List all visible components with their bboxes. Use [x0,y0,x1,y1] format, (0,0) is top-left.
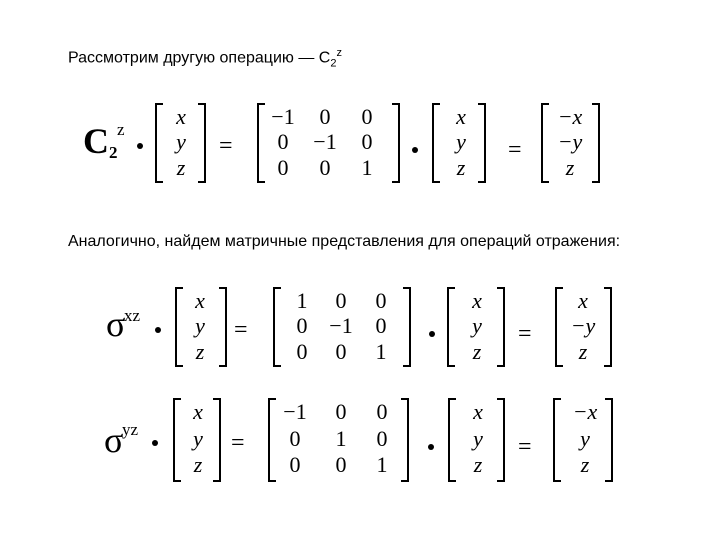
vector-mid-left-bracket [447,287,455,367]
vector-mid-cell: z [472,338,482,364]
vector-mid-cell: y [456,129,466,155]
vector-out-cell: −y [570,313,596,339]
matrix-right-bracket [392,103,400,183]
matrix-cell: 0 [277,154,289,180]
matrix-right-bracket [401,398,409,482]
vector-mid-cell: x [472,288,482,313]
vector-in-cell: z [195,338,205,364]
matrix-left-bracket [268,398,276,482]
vector-out-right-bracket [592,103,600,183]
intro-text [68,43,342,74]
vector-in-cell: z [176,154,186,180]
matrix-cell: 0 [335,452,347,478]
vector-out-cell: z [565,154,575,180]
equals-sign: = [518,434,532,460]
intro-sup: z [336,47,342,59]
matrix-cell: 0 [375,313,387,339]
operator-superscript: z [117,120,125,139]
multiply-dot [155,327,161,333]
matrix-right-bracket [403,287,411,367]
vector-in-right-bracket [219,287,227,367]
vector-in-cell: y [176,129,186,155]
matrix-cell: 0 [296,313,308,339]
equals-sign: = [219,133,233,159]
intro-text-main: Рассмотрим другую операцию — C [68,49,331,67]
matrix-cell: −1 [271,104,295,129]
matrix-cell: 1 [376,452,388,478]
operator-superscript: yz [122,420,139,439]
vector-out-left-bracket [553,398,561,482]
matrix-cell: 0 [375,288,387,313]
operator-symbol: C [83,121,109,161]
vector-mid-cell: z [456,154,466,180]
vector-in-cell: x [176,104,186,129]
operator-superscript: xz [124,306,141,325]
vector-out-cell: y [580,425,590,451]
matrix-cell: −1 [283,399,307,424]
matrix-cell: 1 [375,338,387,364]
vector-in-cell: z [193,452,203,478]
equals-sign: = [508,137,522,163]
vector-mid-right-bracket [497,287,505,367]
vector-mid-cell: x [456,104,466,129]
matrix-cell: 0 [289,452,301,478]
matrix-cell: 0 [289,425,301,451]
equals-sign: = [231,430,245,456]
matrix-cell: 0 [335,288,347,313]
vector-in-left-bracket [155,103,163,183]
multiply-dot [412,147,418,153]
vector-mid-cell: y [472,313,482,339]
vector-mid-cell: x [473,399,483,424]
vector-out-cell: z [578,338,588,364]
vector-mid-cell: y [473,425,483,451]
matrix-cell: 0 [361,129,373,155]
operator-symbol: σ [104,420,124,460]
matrix-cell: −1 [313,129,337,155]
multiply-dot [152,440,158,446]
matrix-cell: 0 [361,104,373,129]
equals-sign: = [518,321,532,347]
multiply-dot [137,143,143,149]
vector-in-left-bracket [173,398,181,482]
vector-out-left-bracket [555,287,563,367]
intro-sub: 2 [330,57,337,70]
vector-in-cell: y [193,425,203,451]
analog-paragraph: Аналогично, найдем матричные представления для операций отражения: [68,233,621,250]
vector-in-right-bracket [198,103,206,183]
vector-out-cell: −y [557,129,583,155]
vector-out-cell: −x [572,399,598,424]
vector-out-left-bracket [541,103,549,183]
vector-mid-right-bracket [497,398,505,482]
multiply-dot [428,444,434,450]
operator-subscript: 2 [109,143,118,162]
vector-out-right-bracket [605,398,613,482]
operator-symbol: σ [106,304,126,344]
vector-out-right-bracket [604,287,612,367]
matrix-cell: 0 [376,425,388,451]
matrix-cell: 0 [296,338,308,364]
matrix-left-bracket [257,103,265,183]
vector-out-cell: −x [557,104,583,129]
matrix-cell: 0 [335,338,347,364]
vector-out-cell: x [578,288,588,313]
vector-mid-cell: z [473,452,483,478]
matrix-cell: 1 [335,425,347,451]
vector-mid-left-bracket [432,103,440,183]
multiply-dot [429,331,435,337]
matrix-cell: −1 [329,313,353,339]
vector-in-cell: x [193,399,203,424]
matrix-cell: 1 [361,154,373,180]
matrix-cell: 0 [319,104,331,129]
matrix-left-bracket [273,287,281,367]
matrix-cell: 0 [376,399,388,424]
matrix-cell: 0 [277,129,289,155]
vector-in-cell: x [195,288,205,313]
vector-in-cell: y [195,313,205,339]
vector-out-cell: z [580,452,590,478]
vector-mid-right-bracket [478,103,486,183]
vector-in-right-bracket [213,398,221,482]
vector-mid-left-bracket [448,398,456,482]
equals-sign: = [234,317,248,343]
matrix-cell: 1 [296,288,308,313]
matrix-cell: 0 [335,399,347,424]
vector-in-left-bracket [175,287,183,367]
matrix-cell: 0 [319,154,331,180]
